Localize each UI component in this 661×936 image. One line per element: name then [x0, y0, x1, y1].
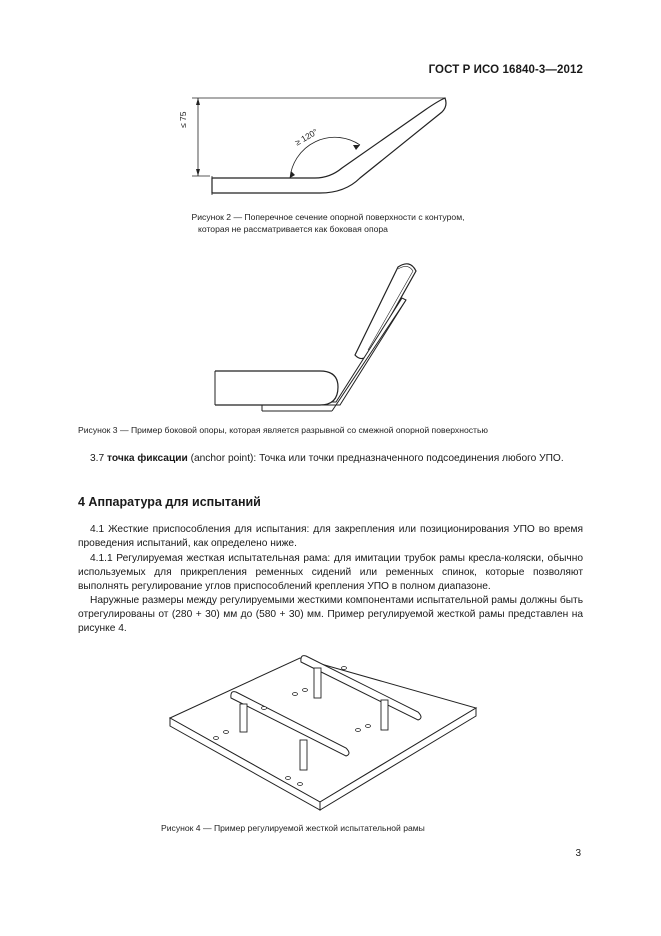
figure-2: [170, 90, 470, 205]
paragraph-dimensions: [78, 594, 583, 636]
paragraph-dimensions-text: Наружные размеры между регулируемыми жесткими компонентами испытательной рамы должны быть отрегулированы от (280 + 30) мм до (580 + 30) мм. Пример регулируемой жесткой рамы представлен на рисунке 4.: [78, 595, 583, 634]
figure-4: [168, 650, 478, 815]
paragraph-4-1-1: [78, 552, 583, 594]
figure-2-caption-line-2: которая не рассматривается как боковая опора: [198, 224, 388, 234]
figure-3-drawing: [210, 255, 430, 420]
document-header: ГОСТ Р ИСО 16840-3—2012: [428, 64, 583, 76]
figure-2-caption-line-1: Рисунок 2 — Поперечное сечение опорной поверхности с контуром,: [191, 212, 465, 222]
term-definition: (anchor point): Точка или точки предназначенного подсоединения любого УПО.: [190, 453, 564, 464]
figure-4-drawing: [168, 650, 478, 815]
paragraph-4-1-1-text: 4.1.1 Регулируемая жесткая испытательная рама: для имитации трубок рамы кресла-коляски, обычно используемых для прикрепления ременных сидений или ременных спинок, которые позволяют выполнять регулирование углов приспособлений крепления УПО в полном диапазоне.: [78, 553, 583, 592]
term-3-7: [78, 452, 583, 466]
figure-2-caption: [158, 211, 498, 235]
figure-4-caption: Рисунок 4 — Пример регулируемой жесткой испытательной рамы: [161, 823, 425, 833]
paragraph-4-1: [78, 523, 583, 551]
figure-2-drawing: [170, 90, 470, 205]
page-number: 3: [575, 848, 581, 859]
figure-3-caption: Рисунок 3 — Пример боковой опоры, которая является разрывной со смежной опорной поверхностью: [78, 425, 488, 435]
term-number: 3.7: [90, 453, 105, 464]
figure-3: [210, 255, 430, 420]
dimension-label: ≤ 75: [178, 111, 188, 128]
section-heading: 4 Аппаратура для испытаний: [78, 495, 261, 509]
term-name: точка фиксации: [107, 453, 188, 464]
angle-label: ≥ 120°: [293, 126, 320, 148]
paragraph-4-1-text: 4.1 Жесткие приспособления для испытания: для закрепления или позиционирования УПО во время проведения испытаний, как определено ниже.: [78, 524, 583, 549]
